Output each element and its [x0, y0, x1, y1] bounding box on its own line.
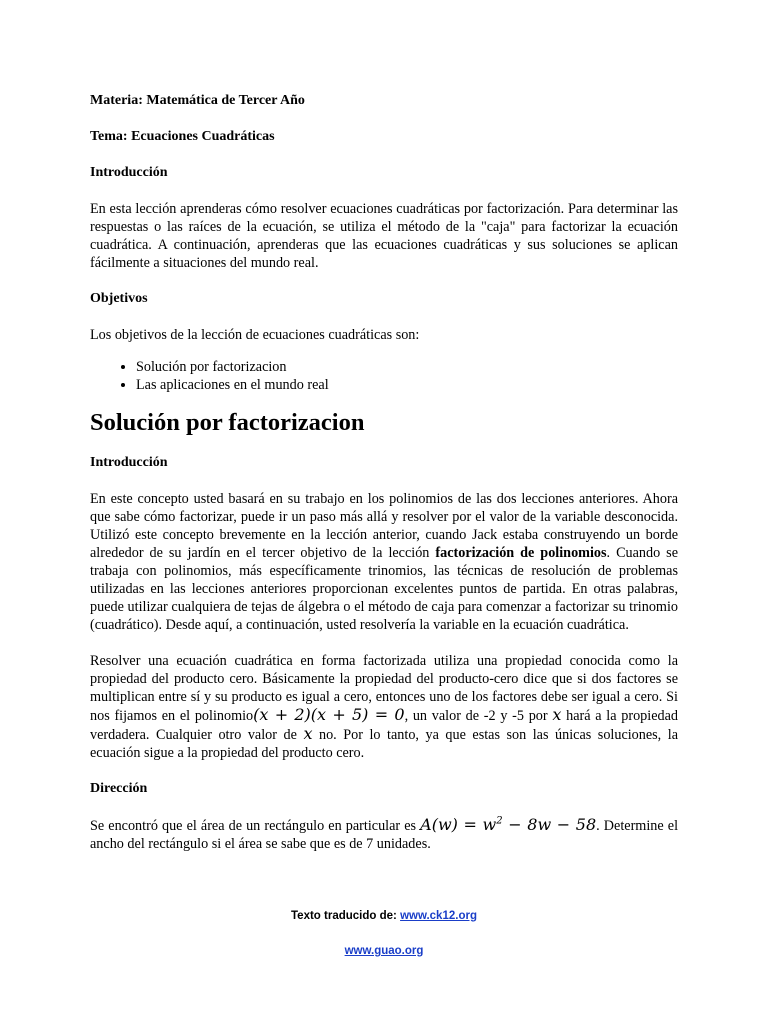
document-body [90, 92, 678, 853]
ck12-link[interactable]: www.ck12.org [400, 910, 477, 922]
guao-link[interactable]: www.guao.org [344, 945, 424, 957]
section-paragraph-1 [90, 490, 678, 634]
paragraph-text: Se encontró que el área de un rectángulo en particular es [90, 818, 421, 834]
subject-line: Materia: Matemática de Tercer Año [90, 93, 305, 108]
section-paragraph-2 [90, 652, 678, 762]
translation-credit [0, 910, 768, 922]
direction-heading: Dirección [90, 781, 148, 796]
polynomial-equation: (x + 2)(x + 5) = 0 [253, 705, 405, 724]
objectives-list [90, 358, 678, 394]
objective-item: • Solución por factorizacion [136, 358, 678, 376]
paragraph-text: hará a la propiedad verdadera. Cualquier otro valor de [90, 708, 678, 743]
site-credit [0, 945, 768, 957]
paragraph-text: no. Por lo tanto, ya que estas son las únicas soluciones, la ecuación sigue a la propiedad del producto cero. [90, 727, 678, 761]
paragraph-text: . Cuando se trabaja con polinomios, más específicamente trinomios, las técnicas de resolución de problemas utilizadas en las lecciones anteriores proporcionan excelentes puntos de partida. En otras palabras, puede utilizar cualquiera de tejas de álgebra o el método de caja para comenzar a factorizar su trinomio (cuadrático). Desde aquí, a continuación, usted resolvería la variable en la ecuación cuadrática. [90, 545, 678, 633]
intro-paragraph: En esta lección aprenderas cómo resolver ecuaciones cuadráticas por factorización. Para determinar las respuestas o las raíces de la ecuación, se utiliza el método de la "caja" para factorizar la ecuación cuadrática. A continuación, aprenderas que las ecuaciones cuadráticas y sus soluciones se aplican fácilmente a situaciones del mundo real. [90, 201, 678, 271]
section-title: Solución por factorizacion [90, 409, 365, 436]
direction-paragraph [90, 816, 678, 853]
objectives-heading: Objetivos [90, 291, 148, 306]
variable-x: x [303, 724, 313, 743]
paragraph-text: Resolver una ecuación cuadrática en forma factorizada utiliza una propiedad conocida como la propiedad del producto cero. Básicamente la propiedad del producto-cero dice que si dos factores se multiplican entre sí y su producto es igual a cero, entonces uno de los factores debe ser igual a cero. Si nos fijamos en el polinomio [90, 653, 678, 724]
credit-label: Texto traducido de: [291, 910, 401, 922]
intro-heading: Introducción [90, 165, 168, 180]
area-equation [420, 815, 596, 834]
equation-lhs: A(w) = w [420, 815, 497, 834]
exponent: 2 [496, 815, 503, 827]
topic-line: Tema: Ecuaciones Cuadráticas [90, 129, 275, 144]
paragraph-text: . Determine el ancho del rectángulo si el área se sabe que es de 7 unidades. [90, 818, 679, 852]
paragraph-text: , un valor de -2 y -5 por [404, 708, 553, 724]
section-intro-heading: Introducción [90, 455, 168, 470]
variable-x: x [552, 705, 562, 724]
paragraph-text: En este concepto usted basará en su trabajo en los polinomios de las dos lecciones anteriores. Ahora que sabe cómo factorizar, puede ir un paso más allá y resolver por el valor de la variable desconocida. Utilizó este concepto brevemente en la lección anterior, cuando Jack estaba construyendo un borde alrededor de su jardín en el tercer objetivo de la lección [90, 491, 678, 561]
objectives-lead: Los objetivos de la lección de ecuaciones cuadráticas son: [90, 327, 420, 343]
equation-rhs: − 8w − 58 [502, 815, 597, 834]
objective-item: • Las aplicaciones en el mundo real [136, 376, 678, 394]
bold-term: factorización de polinomios [435, 545, 607, 561]
